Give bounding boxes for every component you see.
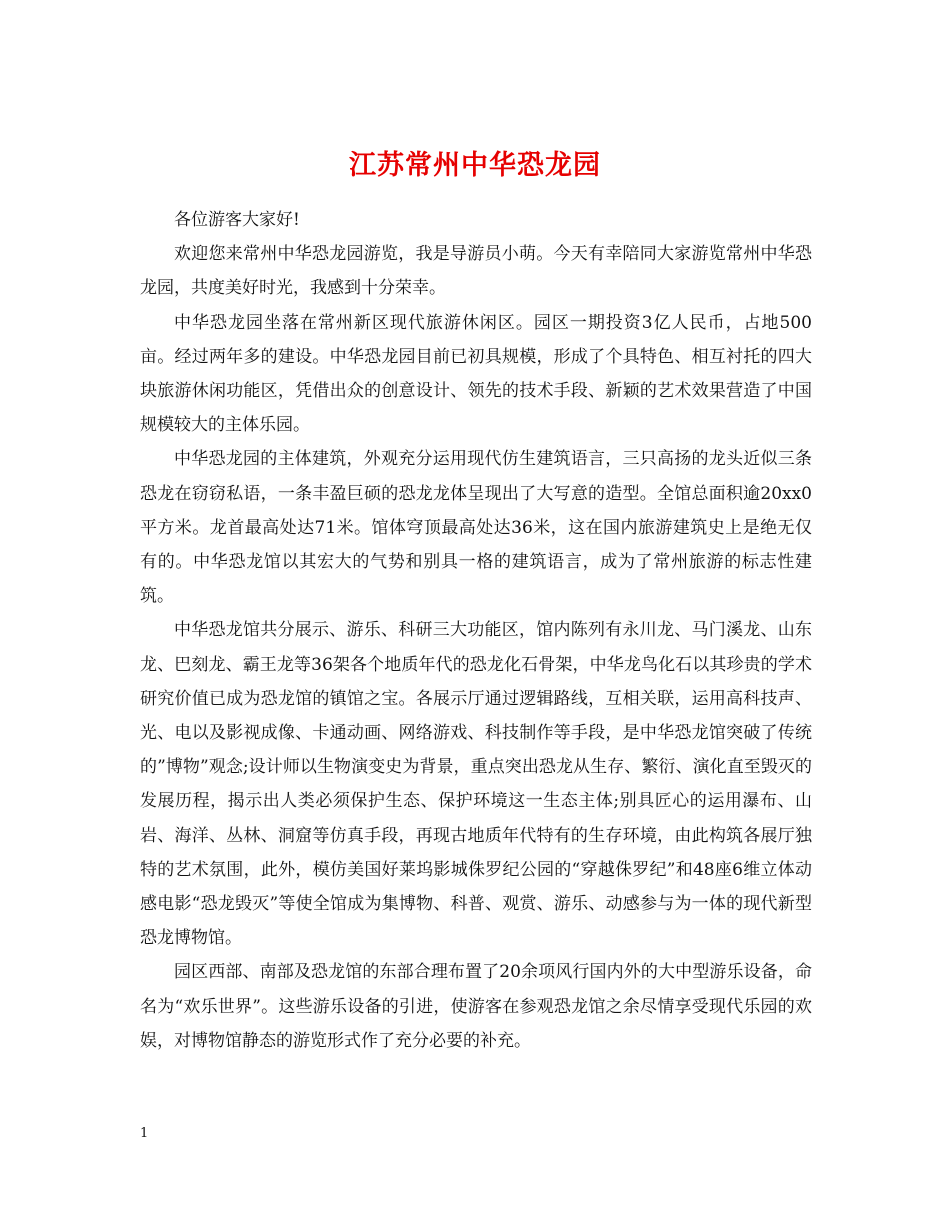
paragraph-location: 中华恐龙园坐落在常州新区现代旅游休闲区。园区一期投资3亿人民币，占地500亩。经过两年多的建设。中华恐龙园目前已初具规模，形成了个具特色、相互衬托的四大块旅游休闲功能区，凭借出众的创意设计、领先的技术手段、新颖的艺术效果营造了中国规模较大的主体乐园。: [140, 312, 812, 436]
paragraph-dinosaur-museum: 中华恐龙馆共分展示、游乐、科研三大功能区，馆内陈列有永川龙、马门溪龙、山东龙、巴刻龙、霸王龙等36架各个地质年代的恐龙化石骨架，中华龙鸟化石以其珍贵的学术研究价值已成为恐龙馆的镇馆之宝。各展示厅通过逻辑路线，互相关联，运用高科技声、光、电以及影视成像、卡通动画、网络游戏、科技制作等手段，是中华恐龙馆突破了传统的”博物”观念;设计师以生物演变史为背景，重点突出恐龙从生存、繁衍、演化直至毁灭的发展历程，揭示出人类必须保护生态、保护环境这一生态主体;别具匠心的运用瀑布、山岩、海洋、丛林、洞窟等仿真手段，再现古地质年代特有的生存环境，由此构筑各展厅独特的艺术氛围，此外，模仿美国好莱坞影城侏罗纪公园的“穿越侏罗纪”和48座6维立体动感电影“恐龙毁灭”等使全馆成为集博物、科普、观赏、游乐、动感参与为一体的现代新型恐龙博物馆。: [140, 620, 812, 949]
paragraph-happy-world: 园区西部、南部及恐龙馆的东部合理布置了20余项风行国内外的大中型游乐设备，命名为“欢乐世界”。这些游乐设备的引进，使游客在参观恐龙馆之余尽情享受现代乐园的欢娱，对博物馆静态的游览形式作了充分必要的补充。: [140, 962, 812, 1051]
paragraph-welcome: 欢迎您来常州中华恐龙园游览，我是导游员小萌。今天有幸陪同大家游览常州中华恐龙园，共度美好时光，我感到十分荣幸。: [140, 244, 812, 299]
document-title: 江苏常州中华恐龙园: [349, 150, 601, 182]
document-body: [140, 203, 812, 1058]
paragraph-main-building: 中华恐龙园的主体建筑，外观充分运用现代仿生建筑语言，三只高扬的龙头近似三条恐龙在窃窃私语，一条丰盈巨硕的恐龙龙体呈现出了大写意的造型。全馆总面积逾20xx0平方米。龙首最高处达71米。馆体穹顶最高处达36米，这在国内旅游建筑史上是绝无仅有的。中华恐龙馆以其宏大的气势和别具一格的建筑语言，成为了常州旅游的标志性建筑。: [140, 449, 812, 607]
paragraph-greeting: 各位游客大家好!: [174, 210, 300, 230]
page-number: 1: [140, 1126, 149, 1141]
